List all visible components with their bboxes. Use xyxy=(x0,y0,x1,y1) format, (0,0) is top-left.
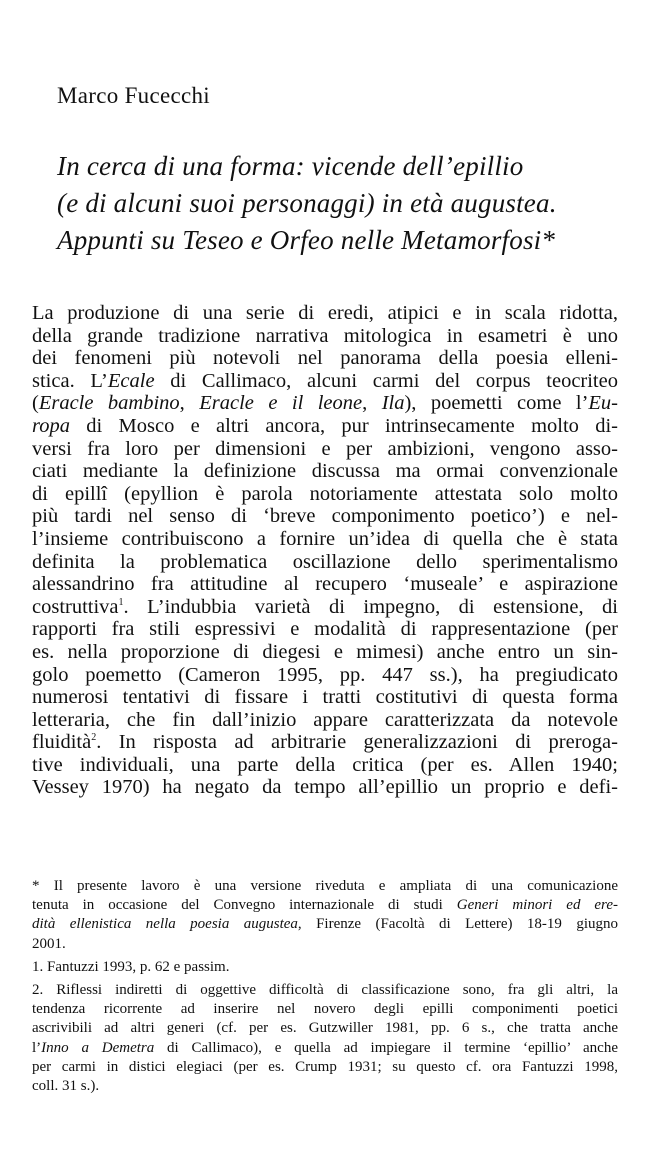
body-line: di epillî (epyllion è parola notoriamente attestata solo molto xyxy=(32,482,618,505)
body-line: (Eracle bambino, Eracle e il leone, Ila), poemetti come l’Eu- xyxy=(32,392,618,415)
event-title: Generi minori ed ere- xyxy=(456,897,618,914)
title-line: Appunti su Teseo e Orfeo nelle Metamorfosi* xyxy=(57,225,556,255)
event-title: dità ellenistica nella poesia augustea xyxy=(32,916,298,933)
footnote-ref[interactable]: 1 xyxy=(118,596,124,608)
footnote-ref[interactable]: 2 xyxy=(91,732,97,744)
body-line: numerosi tentativi di fissare i tratti costitutivi di questa forma xyxy=(32,686,618,709)
footnote-marker: * xyxy=(32,878,40,894)
body-line: Vessey 1970) ha negato da tempo all’epillio un proprio e defi- xyxy=(32,776,618,799)
footnote-line: 1. Fantuzzi 1993, p. 62 e passim. xyxy=(32,958,230,975)
footnote-line: 2001. xyxy=(32,935,66,952)
body-line: tive individuali, una parte della critica (per es. Allen 1940; xyxy=(32,753,618,776)
footnote-line: 2. Riflessi indiretti di oggettive difficoltà di classificazione sono, fra gli altri, la xyxy=(32,981,618,998)
footnote-star xyxy=(32,877,618,954)
footnote-line: dità ellenistica nella poesia augustea, Firenze (Facoltà di Lettere) 18-19 giugno xyxy=(32,916,618,933)
body-line: rapporti fra stili espressivi e modalità di rappresentazione (per xyxy=(32,618,618,641)
body-line: letteraria, che fin dall’inizio appare caratterizzata da notevole xyxy=(32,708,618,731)
author-name: Marco Fucecchi xyxy=(57,83,210,108)
footnotes xyxy=(32,877,618,1100)
work-title: Eracle e il leone xyxy=(199,392,363,415)
footnote-line: ascrivibili ad altri generi (cf. per es. Gutzwiller 1981, pp. 6 s., che tratta anche xyxy=(32,1020,618,1037)
work-title: Eracle bambino xyxy=(38,392,180,415)
title-line: (e di alcuni suoi personaggi) in età augustea. xyxy=(57,188,557,218)
footnote-line: tendenza ricorrente ad inserire nel novero degli epilli componimenti poetici xyxy=(32,1001,618,1018)
body-line: dei fenomeni più notevoli nel panorama della poesia elleni- xyxy=(32,347,618,370)
main-text xyxy=(32,302,618,799)
body-line: più tardi nel senso di ‘breve componimento poetico’) e nel- xyxy=(32,505,618,528)
body-line: fluidità$^2$. In risposta ad arbitrarie generalizzazioni di preroga- xyxy=(32,731,618,754)
work-title: ropa xyxy=(32,414,70,437)
body-line: definita la problematica oscillazione dello sperimentalismo xyxy=(32,550,618,573)
footnote-line: coll. 31 s.). xyxy=(32,1077,100,1094)
article-title xyxy=(57,148,627,259)
body-line: versi fra loro per dimensioni e per ambizioni, vengono asso- xyxy=(32,437,618,460)
work-title: Ecale xyxy=(107,369,155,392)
body-line: alessandrino fra attitudine al recupero ‘museale’ e aspirazione xyxy=(32,573,618,596)
body-line: ropa di Mosco e altri ancora, pur intrinsecamente molto di- xyxy=(32,414,618,437)
work-title: Ila xyxy=(381,392,405,415)
body-line: La produzione di una serie di eredi, atipici e in scala ridotta, xyxy=(32,302,618,324)
footnote-line: tenuta in occasione del Convegno internazionale di studi Generi minori ed ere- xyxy=(32,897,618,914)
footnote-line: per carmi in distici elegiaci (per es. Crump 1931; su questo cf. ora Fantuzzi 1998, xyxy=(32,1058,618,1075)
body-line: es. nella proporzione di diegesi e mimesi) anche entro un sin- xyxy=(32,640,618,663)
body-line: stica. L’Ecale di Callimaco, alcuni carmi del corpus teocriteo xyxy=(32,369,618,392)
title-line: In cerca di una forma: vicende dell’epillio xyxy=(57,151,524,181)
body-line: ciati mediante la definizione discussa ma ormai convenzionale xyxy=(32,460,618,483)
work-title: Eu- xyxy=(588,392,618,415)
body-line: costruttiva$^1$. L’indubbia varietà di impegno, di estensione, di xyxy=(32,595,618,618)
work-title: Inno a Demetra xyxy=(41,1039,155,1056)
footnote-line: * Il presente lavoro è una versione riveduta e ampliata di una comunicazione xyxy=(32,878,618,894)
footnote-line: l’Inno a Demetra di Callimaco), e quella ad impiegare il termine ‘epillio’ anche xyxy=(32,1039,618,1056)
footnote-2 xyxy=(32,981,618,1096)
body-line: della grande tradizione narrativa mitologica in esametri è uno xyxy=(32,324,618,347)
body-line: golo poemetto (Cameron 1995, pp. 447 ss.), ha pregiudicato xyxy=(32,663,618,686)
body-line: l’insieme contribuiscono a fornire un’idea di quella che è stata xyxy=(32,527,618,550)
footnote-1 xyxy=(32,958,618,977)
